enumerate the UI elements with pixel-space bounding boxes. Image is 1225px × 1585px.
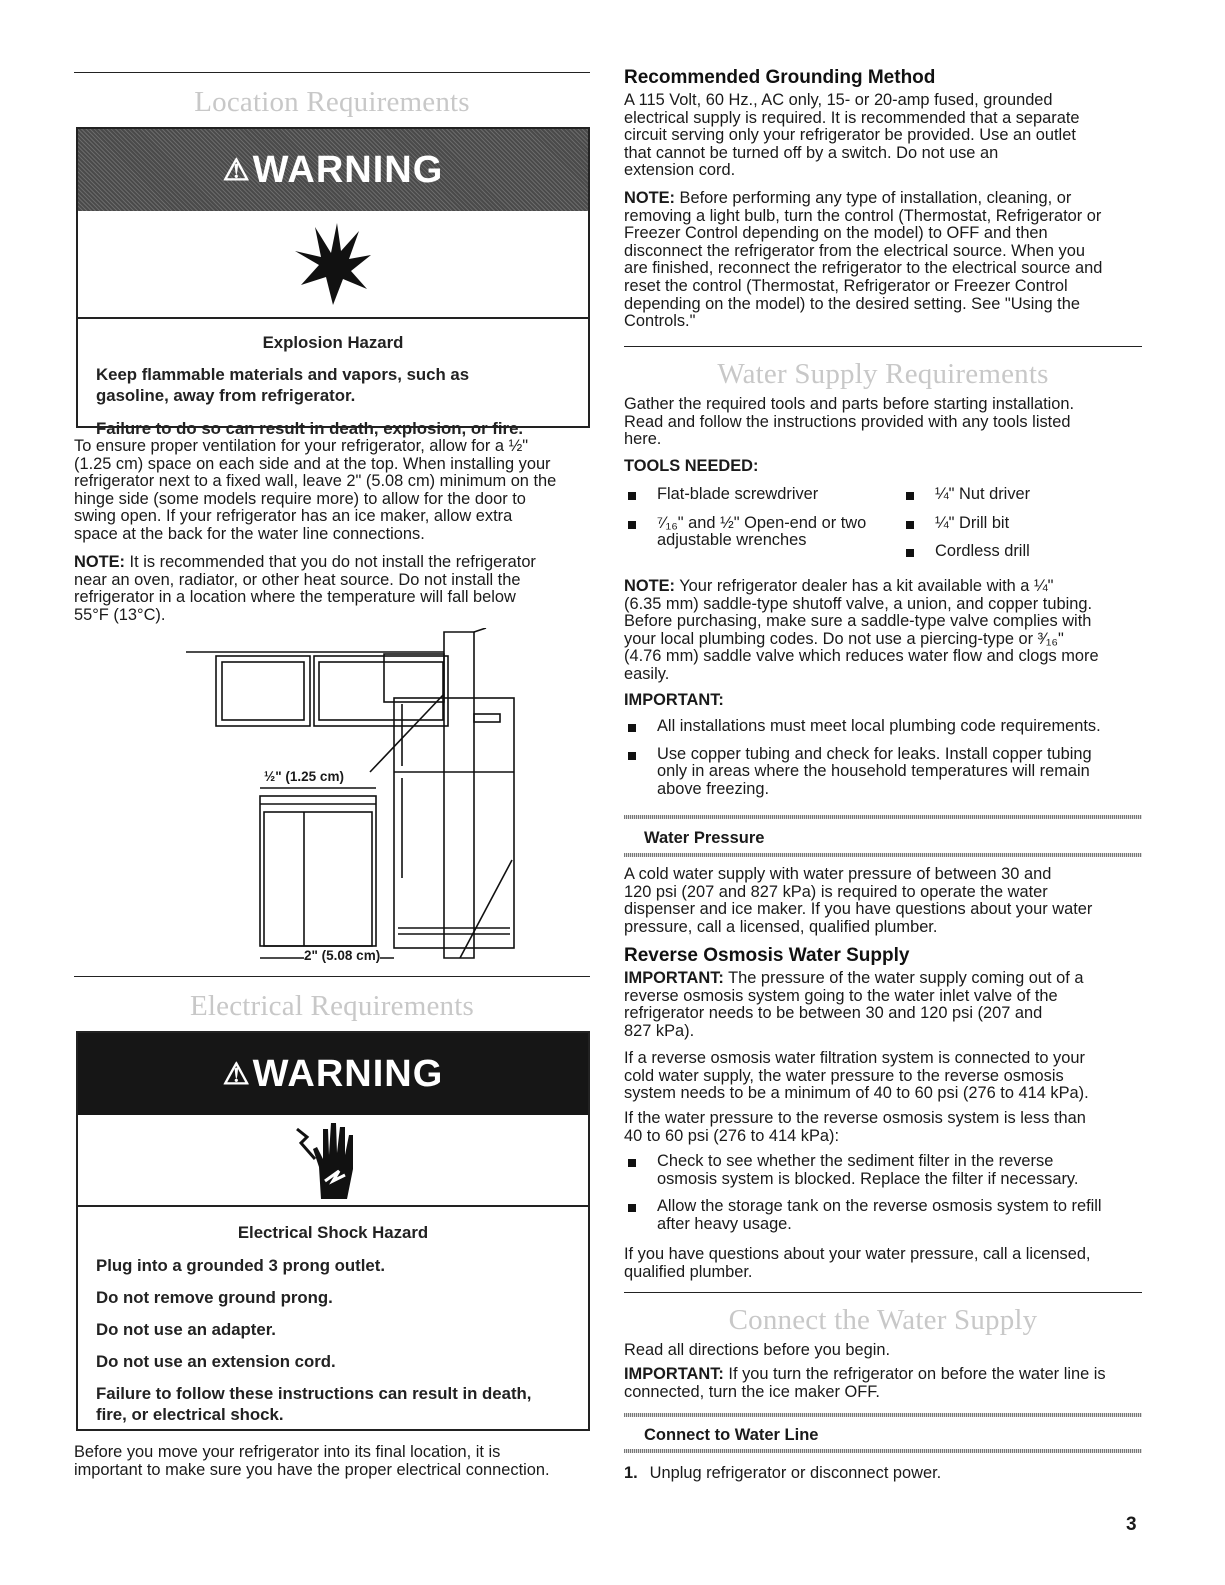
step-number: 1. <box>624 1464 638 1482</box>
section-rule <box>624 1292 1142 1293</box>
clearance-label-top: ½" (1.25 cm) <box>264 769 344 784</box>
text-line: The pressure of the water supply coming out of a <box>723 969 1084 987</box>
text-line: Freezer Control depending on the model) to OFF and then <box>624 224 1048 243</box>
text-line: Gather the required tools and parts before starting installation. <box>624 395 1075 413</box>
bullet-icon <box>906 521 914 529</box>
text-line: reverse osmosis system going to the water inlet valve of the <box>624 986 1058 1005</box>
shock-icon-row <box>78 1115 588 1207</box>
text-line: pressure, call a licensed, qualified plumber. <box>624 917 938 936</box>
text-line: refrigerator needs to be between 30 and 120 psi (207 and <box>624 1004 1043 1023</box>
hazard-title: Explosion Hazard <box>262 333 404 352</box>
text-line: system needs to be a minimum of 40 to 60 psi (276 to 414 kPa). <box>624 1084 1089 1103</box>
page-number: 3 <box>1126 1514 1137 1535</box>
text-line: swing open. If your refrigerator has an ice maker, allow extra <box>74 507 513 526</box>
list-item <box>624 515 914 533</box>
clearance-diagram <box>174 628 594 968</box>
text-line: cold water supply, the water pressure to the reverse osmosis <box>624 1066 1064 1085</box>
important-label: IMPORTANT: <box>624 691 724 709</box>
pressure-paragraph <box>624 866 1142 936</box>
text-line: It is recommended that you do not install the refrigerator <box>125 553 536 571</box>
bullet-icon <box>628 752 636 760</box>
bullet-icon <box>628 1204 636 1212</box>
warning-line: Keep flammable materials and vapors, such as <box>96 365 470 384</box>
tools-label: TOOLS NEEDED: <box>624 457 759 475</box>
section-title-location: Location Requirements <box>194 86 470 118</box>
text-line: Allow the storage tank on the reverse osmosis system to refill <box>657 1197 1102 1216</box>
list-item <box>902 486 1142 504</box>
warning-triangle-icon: ⚠ <box>222 1057 251 1091</box>
subsection-bar <box>624 853 1142 857</box>
grounding-note <box>624 190 1142 331</box>
ro-paragraph-4 <box>624 1246 1142 1281</box>
text-line: If you have questions about your water pressure, call a licensed, <box>624 1245 1091 1263</box>
section-rule <box>74 976 590 977</box>
explosion-icon-row <box>78 211 588 319</box>
clearance-label-bottom: 2" (5.08 cm) <box>304 948 381 963</box>
ventilation-paragraph <box>74 438 590 544</box>
text-line: (6.35 mm) saddle-type shutoff valve, a union, and copper tubing. <box>624 594 1093 613</box>
ro-important <box>624 970 1142 1040</box>
warning-label: WARNING <box>252 1052 444 1095</box>
electrical-paragraph <box>74 1444 590 1479</box>
bullet-icon <box>906 549 914 557</box>
connect-intro: Read all directions before you begin. <box>624 1341 891 1359</box>
section-rule <box>624 346 1142 347</box>
text-line: your local plumbing codes. Do not use a piercing-type or ³⁄₁₆" <box>624 629 1064 648</box>
text-line: (1.25 cm) space on each side and at the top. When installing your <box>74 454 551 473</box>
text-line: If the water pressure to the reverse osmosis system is less than <box>624 1109 1086 1127</box>
grounding-title: Recommended Grounding Method <box>624 67 936 88</box>
list-item <box>624 718 1142 736</box>
text-line: removing a light bulb, turn the control (Thermostat, Refrigerator or <box>624 206 1102 225</box>
warning-line: gasoline, away from refrigerator. <box>96 386 356 405</box>
text-line: easily. <box>624 664 670 683</box>
bullet-icon <box>628 521 636 529</box>
text-line: important to make sure you have the proper electrical connection. <box>74 1460 550 1479</box>
list-item <box>624 486 914 504</box>
list-item <box>902 543 1142 561</box>
text-line: A cold water supply with water pressure of between 30 and <box>624 865 1052 883</box>
warning-line: Do not remove ground prong. <box>96 1288 333 1307</box>
text-line: that cannot be turned off by a switch. Do not use an <box>624 143 999 162</box>
text-line: osmosis system is blocked. Replace the filter if necessary. <box>657 1169 1079 1188</box>
section-title-connect: Connect the Water Supply <box>728 1304 1038 1336</box>
text-line: Before performing any type of installation, cleaning, or <box>675 189 1072 207</box>
text-line: ¼" Nut driver <box>935 485 1031 503</box>
text-line: ⁷⁄₁₆" and ½" Open-end or two <box>657 513 867 532</box>
text-line: reset the control (Thermostat, Refrigerator or Freezer Control <box>624 276 1068 295</box>
text-line: All installations must meet local plumbing code requirements. <box>657 717 1101 735</box>
location-note <box>74 554 590 624</box>
ro-list <box>624 1153 1142 1233</box>
text-line: above freezing. <box>657 779 770 798</box>
text-line: 827 kPa). <box>624 1021 695 1040</box>
text-line: Before you move your refrigerator into its final location, it is <box>74 1443 501 1461</box>
explosion-icon <box>293 221 373 307</box>
step-text: Unplug refrigerator or disconnect power. <box>649 1464 942 1482</box>
text-line: (4.76 mm) saddle valve which reduces water flow and clogs more <box>624 647 1099 666</box>
text-line: refrigerator next to a fixed wall, leave 2" (5.08 cm) minimum on the <box>74 472 557 491</box>
connect-important <box>624 1366 1142 1401</box>
text-line: disconnect the refrigerator from the electrical source. When you <box>624 241 1085 260</box>
warning-label: WARNING <box>252 148 444 191</box>
warning-line: fire, or electrical shock. <box>96 1405 284 1424</box>
text-line: 40 to 60 psi (276 to 414 kPa): <box>624 1126 840 1145</box>
text-line: dispenser and ice maker. If you have questions about your water <box>624 900 1093 919</box>
warning-text <box>78 1207 588 1443</box>
water-note <box>624 578 1142 684</box>
text-line: Read and follow the instructions provided with any tools listed <box>624 412 1071 431</box>
bullet-icon <box>906 492 914 500</box>
important-list <box>624 718 1142 798</box>
grounding-paragraph <box>624 92 1142 180</box>
tools-list-left <box>624 486 914 550</box>
bullet-icon <box>628 492 636 500</box>
list-item <box>624 1198 1142 1233</box>
text-line: refrigerator in a location where the temperature will fall below <box>74 588 516 607</box>
warning-line: Failure to do so can result in death, explosion, or fire. <box>96 419 524 438</box>
text-line: depending on the model) to the desired setting. See "Using the <box>624 294 1080 313</box>
bullet-icon <box>628 1159 636 1167</box>
text-line: adjustable wrenches <box>657 531 807 550</box>
ro-paragraph-3 <box>624 1110 1142 1145</box>
water-intro <box>624 396 1142 449</box>
text-line: Cordless drill <box>935 542 1030 561</box>
text-line: Your refrigerator dealer has a kit available with a ¼" <box>675 577 1054 595</box>
text-line: only in areas where the household temperatures will remain <box>657 762 1090 781</box>
text-line: circuit serving only your refrigerator be provided. Use an outlet <box>624 126 1076 145</box>
electrical-shock-icon <box>295 1119 371 1201</box>
text-line: Check to see whether the sediment filter in the reverse <box>657 1152 1054 1170</box>
important-label: IMPORTANT: <box>624 969 724 987</box>
warning-line: Plug into a grounded 3 prong outlet. <box>96 1256 385 1275</box>
text-line: near an oven, radiator, or other heat source. Do not install the <box>74 570 521 589</box>
step-1 <box>624 1465 1142 1483</box>
text-line: To ensure proper ventilation for your refrigerator, allow for a ½" <box>74 437 529 455</box>
warning-box-electrical <box>76 1031 590 1431</box>
text-line: qualified plumber. <box>624 1262 753 1281</box>
subsection-bar <box>624 1449 1142 1453</box>
section-rule <box>74 72 590 73</box>
note-label: NOTE: <box>624 189 675 207</box>
reverse-osmosis-title: Reverse Osmosis Water Supply <box>624 945 910 966</box>
warning-triangle-icon: ⚠ <box>222 153 251 187</box>
text-line: 55°F (13°C). <box>74 605 166 624</box>
text-line: hinge side (some models require more) to allow for the door to <box>74 489 526 508</box>
section-title-water: Water Supply Requirements <box>717 358 1049 390</box>
hazard-title: Electrical Shock Hazard <box>237 1223 429 1242</box>
bullet-icon <box>628 724 636 732</box>
list-item-text <box>657 1198 1102 1233</box>
subsection-title-pressure: Water Pressure <box>644 829 765 847</box>
subsection-title-connect-line: Connect to Water Line <box>644 1426 819 1444</box>
warning-line: Failure to follow these instructions can result in death, <box>96 1384 532 1403</box>
list-item <box>624 746 1142 799</box>
text-line: after heavy usage. <box>657 1214 792 1233</box>
warning-line: Do not use an adapter. <box>96 1320 276 1339</box>
warning-header <box>78 129 588 211</box>
subsection-bar <box>624 815 1142 819</box>
section-title-electrical: Electrical Requirements <box>189 990 474 1022</box>
note-label: NOTE: <box>74 553 125 571</box>
text-line: 120 psi (207 and 827 kPa) is required to operate the water <box>624 882 1048 901</box>
text-line: If you turn the refrigerator on before the water line is <box>723 1365 1106 1383</box>
important-label: IMPORTANT: <box>624 1365 724 1383</box>
warning-box-explosion <box>76 127 590 438</box>
tools-list-right <box>902 486 1142 561</box>
text-line: electrical supply is required. It is recommended that a separate <box>624 108 1080 127</box>
text-line: If a reverse osmosis water filtration system is connected to your <box>624 1049 1085 1067</box>
text-line: Use copper tubing and check for leaks. Install copper tubing <box>657 744 1092 763</box>
list-item <box>902 515 1142 533</box>
list-item-text <box>657 746 1092 799</box>
subsection-bar <box>624 1413 1142 1417</box>
note-label: NOTE: <box>624 577 675 595</box>
text-line: ¼" Drill bit <box>935 513 1010 532</box>
list-item-text <box>657 1153 1078 1188</box>
text-line: A 115 Volt, 60 Hz., AC only, 15- or 20-amp fused, grounded <box>624 91 1053 109</box>
text-line: connected, turn the ice maker OFF. <box>624 1382 880 1401</box>
text-line: Controls." <box>624 312 696 331</box>
text-line: here. <box>624 430 662 449</box>
text-line: Flat-blade screwdriver <box>657 485 819 503</box>
warning-header <box>78 1033 588 1115</box>
text-line: are finished, reconnect the refrigerator to the electrical source and <box>624 259 1103 278</box>
list-item <box>624 1153 1142 1188</box>
ro-paragraph-2 <box>624 1050 1142 1103</box>
text-line: extension cord. <box>624 161 736 180</box>
warning-line: Do not use an extension cord. <box>96 1352 336 1371</box>
text-line: Before purchasing, make sure a saddle-type valve complies with <box>624 612 1092 631</box>
text-line: space at the back for the water line connections. <box>74 524 425 543</box>
